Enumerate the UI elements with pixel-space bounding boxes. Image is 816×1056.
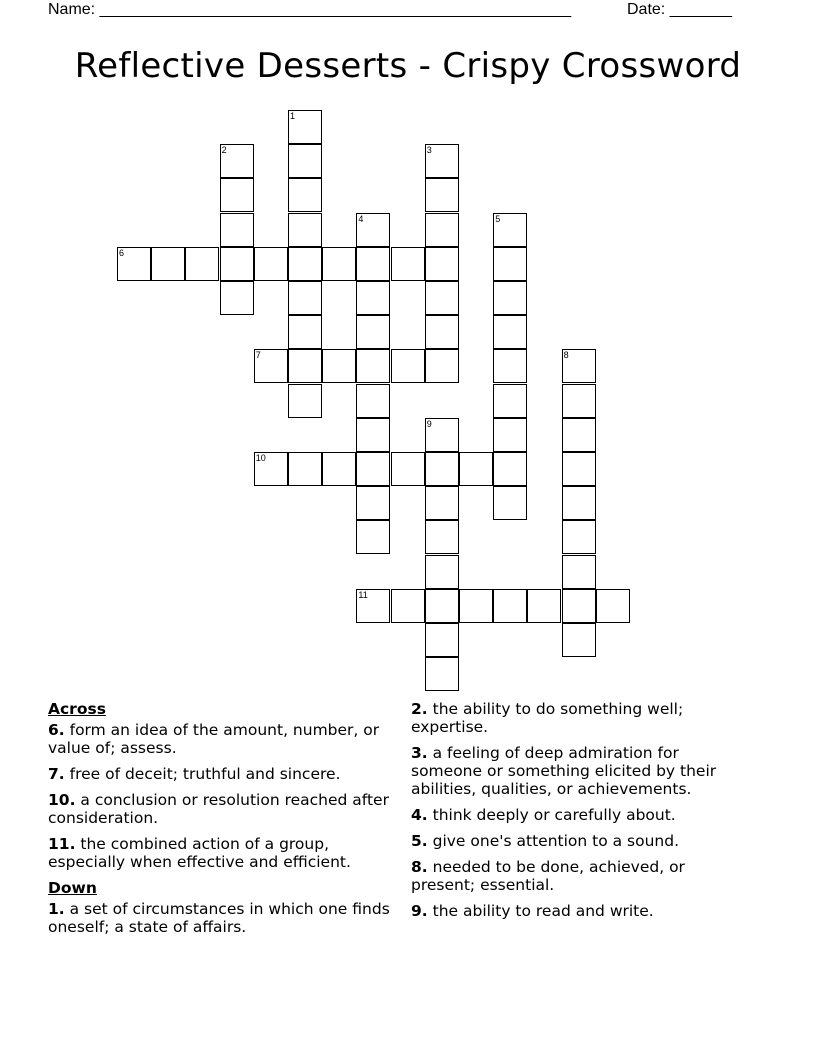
grid-cell[interactable]: [596, 589, 630, 623]
grid-cell[interactable]: [356, 315, 390, 349]
clue-down-1: [48, 900, 393, 936]
grid-cell[interactable]: [493, 452, 527, 486]
clues-right-column: [411, 700, 751, 928]
cell-number: 6: [119, 247, 125, 258]
clue-down-4: [411, 806, 751, 824]
grid-cell[interactable]: [459, 452, 493, 486]
clue-text: give one's attention to a sound.: [427, 832, 680, 850]
grid-cell[interactable]: [425, 486, 459, 520]
date-field-label: Date: _______: [627, 1, 732, 18]
clue-number: 9.: [411, 902, 428, 920]
grid-cell[interactable]: [288, 213, 322, 247]
grid-cell[interactable]: [220, 247, 254, 281]
grid-cell[interactable]: [220, 144, 254, 178]
grid-cell[interactable]: [391, 452, 425, 486]
grid-cell[interactable]: [254, 247, 288, 281]
grid-cell[interactable]: [356, 452, 390, 486]
grid-cell[interactable]: [562, 520, 596, 554]
clue-text: a feeling of deep admiration for someone or something elicited by their abilities, qualities, or achievements.: [411, 744, 717, 798]
grid-cell[interactable]: [391, 349, 425, 383]
grid-cell[interactable]: [493, 349, 527, 383]
grid-cell[interactable]: [425, 657, 459, 691]
grid-cell[interactable]: [493, 589, 527, 623]
grid-cell[interactable]: [425, 349, 459, 383]
clue-text: a set of circumstances in which one finds oneself; a state of affairs.: [48, 900, 390, 936]
grid-cell[interactable]: [493, 315, 527, 349]
grid-cell[interactable]: [322, 452, 356, 486]
grid-cell[interactable]: [562, 623, 596, 657]
clue-number: 7.: [48, 765, 65, 783]
clue-text: think deeply or carefully about.: [427, 806, 676, 824]
grid-cell[interactable]: [527, 589, 561, 623]
grid-cell[interactable]: [493, 384, 527, 418]
clue-number: 11.: [48, 835, 76, 853]
grid-cell[interactable]: [425, 178, 459, 212]
grid-cell[interactable]: [288, 110, 322, 144]
grid-cell[interactable]: [425, 589, 459, 623]
grid-cell[interactable]: [356, 281, 390, 315]
clues-left-column: [48, 700, 393, 944]
grid-cell[interactable]: [254, 452, 288, 486]
grid-cell[interactable]: [391, 247, 425, 281]
grid-cell[interactable]: [562, 349, 596, 383]
cell-number: 5: [495, 213, 501, 224]
grid-cell[interactable]: [356, 520, 390, 554]
grid-cell[interactable]: [220, 213, 254, 247]
grid-cell[interactable]: [151, 247, 185, 281]
cell-number: 8: [563, 350, 569, 361]
clue-text: the combined action of a group, especially when effective and efficient.: [48, 835, 351, 871]
grid-cell[interactable]: [562, 589, 596, 623]
grid-cell[interactable]: [425, 247, 459, 281]
grid-cell[interactable]: [493, 213, 527, 247]
clue-across-7: [48, 765, 393, 783]
clue-text: needed to be done, achieved, or present; essential.: [411, 858, 685, 894]
grid-cell[interactable]: [425, 452, 459, 486]
grid-cell[interactable]: [356, 247, 390, 281]
clue-number: 3.: [411, 744, 428, 762]
grid-cell[interactable]: [425, 213, 459, 247]
clue-down-8: [411, 858, 751, 894]
grid-cell[interactable]: [425, 281, 459, 315]
grid-cell[interactable]: [562, 418, 596, 452]
grid-cell[interactable]: [185, 247, 219, 281]
clue-across-11: [48, 835, 393, 871]
clue-number: 6.: [48, 721, 65, 739]
across-heading: Across: [48, 700, 106, 718]
clue-down-2: [411, 700, 751, 736]
cell-number: 1: [290, 111, 296, 121]
grid-cell[interactable]: [425, 418, 459, 452]
grid-cell[interactable]: [562, 555, 596, 589]
clue-number: 10.: [48, 791, 76, 809]
clue-text: the ability to read and write.: [427, 902, 654, 920]
grid-cell[interactable]: [356, 418, 390, 452]
grid-cell[interactable]: [356, 486, 390, 520]
clue-text: a conclusion or resolution reached after consideration.: [48, 791, 389, 827]
clue-number: 1.: [48, 900, 65, 918]
grid-cell[interactable]: [425, 315, 459, 349]
grid-cell[interactable]: [288, 384, 322, 418]
grid-cell[interactable]: [220, 178, 254, 212]
grid-cell[interactable]: [562, 384, 596, 418]
grid-cell[interactable]: [288, 452, 322, 486]
grid-cell[interactable]: [391, 589, 425, 623]
grid-cell[interactable]: [288, 247, 322, 281]
clue-number: 5.: [411, 832, 428, 850]
grid-cell[interactable]: [254, 349, 288, 383]
grid-cell[interactable]: [220, 281, 254, 315]
cell-number: 11: [358, 589, 368, 600]
grid-cell[interactable]: [356, 589, 390, 623]
grid-cell[interactable]: [288, 144, 322, 178]
grid-cell[interactable]: [356, 384, 390, 418]
grid-cell[interactable]: [493, 247, 527, 281]
grid-cell[interactable]: [425, 144, 459, 178]
grid-cell[interactable]: [493, 281, 527, 315]
clue-across-6: [48, 721, 393, 757]
grid-cell[interactable]: [322, 247, 356, 281]
grid-cell[interactable]: [493, 486, 527, 520]
clue-number: 2.: [411, 700, 428, 718]
cell-number: 2: [221, 145, 227, 156]
grid-cell[interactable]: [288, 281, 322, 315]
grid-cell[interactable]: [288, 178, 322, 212]
grid-cell[interactable]: [117, 247, 151, 281]
grid-cell[interactable]: [425, 555, 459, 589]
clue-text: the ability to do something well; expertise.: [411, 700, 684, 736]
clue-down-9: [411, 902, 751, 920]
grid-cell[interactable]: [459, 589, 493, 623]
grid-cell[interactable]: [493, 418, 527, 452]
clue-across-10: [48, 791, 393, 827]
clue-down-5: [411, 832, 751, 850]
down-heading: Down: [48, 879, 97, 897]
grid-cell[interactable]: [562, 452, 596, 486]
grid-cell[interactable]: [425, 520, 459, 554]
grid-cell[interactable]: [288, 349, 322, 383]
cell-number: 9: [426, 418, 432, 429]
clue-text: form an idea of the amount, number, or value of; assess.: [48, 721, 380, 757]
clue-number: 4.: [411, 806, 428, 824]
name-field-label: Name: _____________________________________________________: [48, 1, 572, 18]
cell-number: 4: [358, 213, 364, 224]
grid-cell[interactable]: [425, 623, 459, 657]
grid-cell[interactable]: [288, 315, 322, 349]
grid-cell[interactable]: [322, 349, 356, 383]
cell-number: 10: [255, 453, 266, 463]
puzzle-title: Reflective Desserts - Crispy Crossword: [74, 46, 742, 86]
cell-number: 3: [426, 145, 432, 156]
clue-down-3: [411, 744, 751, 798]
grid-cell[interactable]: [356, 213, 390, 247]
grid-cell[interactable]: [356, 349, 390, 383]
grid-cell[interactable]: [562, 486, 596, 520]
clue-number: 8.: [411, 858, 428, 876]
cell-number: 7: [255, 350, 261, 361]
clue-text: free of deceit; truthful and sincere.: [64, 765, 341, 783]
